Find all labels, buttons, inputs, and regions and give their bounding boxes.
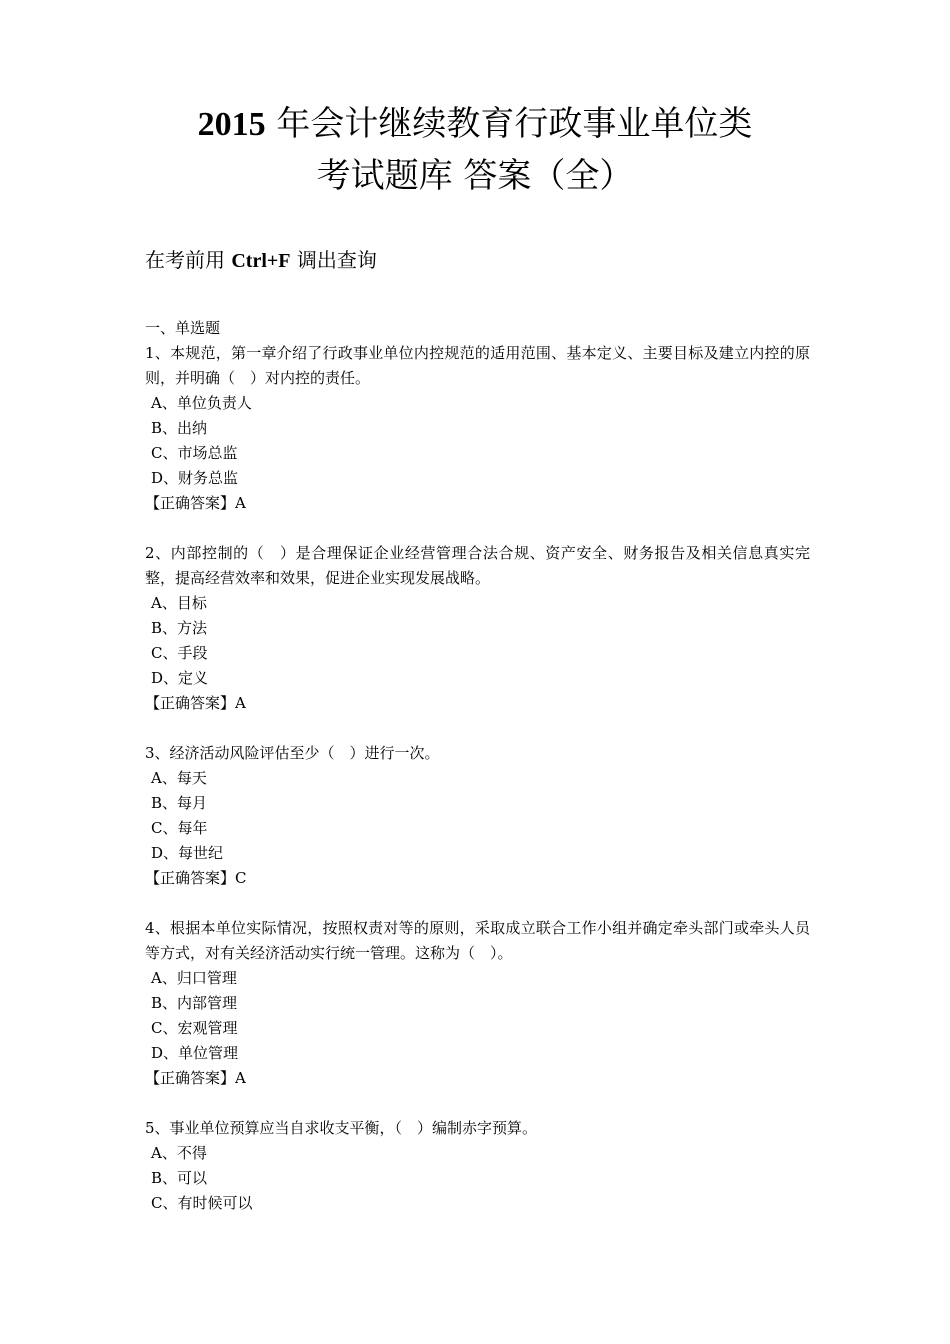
- hint-prefix: 在考前用: [145, 248, 232, 272]
- answer-option: C、有时候可以: [151, 1194, 253, 1212]
- correct-answer: [145, 491, 810, 516]
- answer-option: B、内部管理: [151, 994, 238, 1012]
- answer-option: C、手段: [151, 644, 208, 662]
- answer-option: D、每世纪: [151, 844, 224, 862]
- question-stem: 2、内部控制的（ ）是合理保证企业经营管理合法合规、资产安全、财务报告及相关信息真实完整，提高经营效率和效果，促进企业实现发展战略。: [145, 544, 810, 587]
- correct-answer-value: A: [235, 694, 246, 712]
- question-item: [145, 1116, 810, 1216]
- question-stem: 1、本规范，第一章介绍了行政事业单位内控规范的适用范围、基本定义、主要目标及建立内控的原则，并明确（ ）对内控的责任。: [145, 344, 810, 387]
- title-text: 年会计继续教育行政事业单位类: [265, 104, 753, 144]
- answer-option: B、出纳: [151, 419, 208, 437]
- answer-option: A、目标: [151, 594, 207, 612]
- answer-option: D、财务总监: [151, 469, 239, 487]
- correct-answer-value: C: [235, 869, 247, 887]
- document-title-line-1: [0, 104, 950, 145]
- answer-option: B、每月: [151, 794, 208, 812]
- answer-option: C、宏观管理: [151, 1019, 238, 1037]
- title-year: 2015: [197, 106, 266, 143]
- correct-answer: [145, 1066, 810, 1091]
- correct-answer: [145, 691, 810, 716]
- question-item: [145, 541, 810, 716]
- answer-option: C、每年: [151, 819, 208, 837]
- question-list: [145, 316, 810, 1241]
- question-stem: 5、事业单位预算应当自求收支平衡，（ ）编制赤字预算。: [145, 1119, 538, 1137]
- question-item: [145, 341, 810, 516]
- answer-option: A、每天: [151, 769, 207, 787]
- answer-option: A、归口管理: [151, 969, 237, 987]
- answer-option: A、单位负责人: [151, 394, 252, 412]
- question-stem: 3、经济活动风险评估至少（ ）进行一次。: [145, 744, 440, 762]
- answer-option: D、定义: [151, 669, 209, 687]
- section-heading: 一、单选题: [145, 319, 221, 337]
- question-item: [145, 916, 810, 1091]
- answer-option: D、单位管理: [151, 1044, 239, 1062]
- correct-answer-label: 【正确答案】: [145, 869, 236, 887]
- correct-answer: [145, 866, 810, 891]
- correct-answer-label: 【正确答案】: [145, 1069, 236, 1087]
- questions-container: [145, 341, 810, 1216]
- correct-answer-value: A: [235, 494, 246, 512]
- correct-answer-label: 【正确答案】: [145, 694, 236, 712]
- search-hint: [145, 246, 377, 275]
- hint-suffix: 调出查询: [290, 248, 377, 272]
- question-stem: 4、根据本单位实际情况，按照权责对等的原则，采取成立联合工作小组并确定牵头部门或牵头人员等方式，对有关经济活动实行统一管理。这称为（ ）。: [145, 919, 810, 962]
- hint-shortcut: Ctrl+F: [231, 250, 291, 272]
- answer-option: B、可以: [151, 1169, 208, 1187]
- correct-answer-value: A: [235, 1069, 246, 1087]
- answer-option: B、方法: [151, 619, 208, 637]
- question-item: [145, 741, 810, 891]
- answer-option: A、不得: [151, 1144, 207, 1162]
- answer-option: C、市场总监: [151, 444, 238, 462]
- correct-answer-label: 【正确答案】: [145, 494, 236, 512]
- document-title-line-2: 考试题库 答案（全）: [316, 156, 634, 196]
